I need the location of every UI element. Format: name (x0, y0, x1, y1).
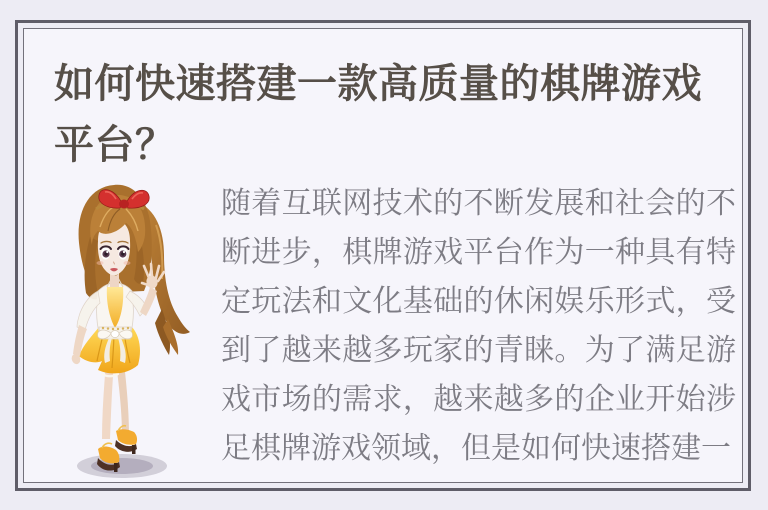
article-card-outer-frame (15, 20, 751, 491)
article-card-inner-frame (23, 28, 743, 483)
legs (102, 362, 129, 439)
article-paragraph: 随着互联网技术的不断发展和社会的不断进步，棋牌游戏平台作为一种具有特定玩法和文化基础的休闲娱乐形式，受到了越来越多玩家的青睐。为了满足游戏市场的需求，越来越多的企业开始涉足棋牌游戏领域，但是如何快速搭建一 (221, 186, 736, 466)
ground-shadow (77, 454, 167, 478)
mascot-girl-illustration (52, 179, 197, 479)
article-title: 如何快速搭建一款高质量的棋牌游戏平台？ (54, 60, 702, 168)
article-body (52, 179, 736, 473)
chibi-girl-icon (52, 179, 197, 479)
